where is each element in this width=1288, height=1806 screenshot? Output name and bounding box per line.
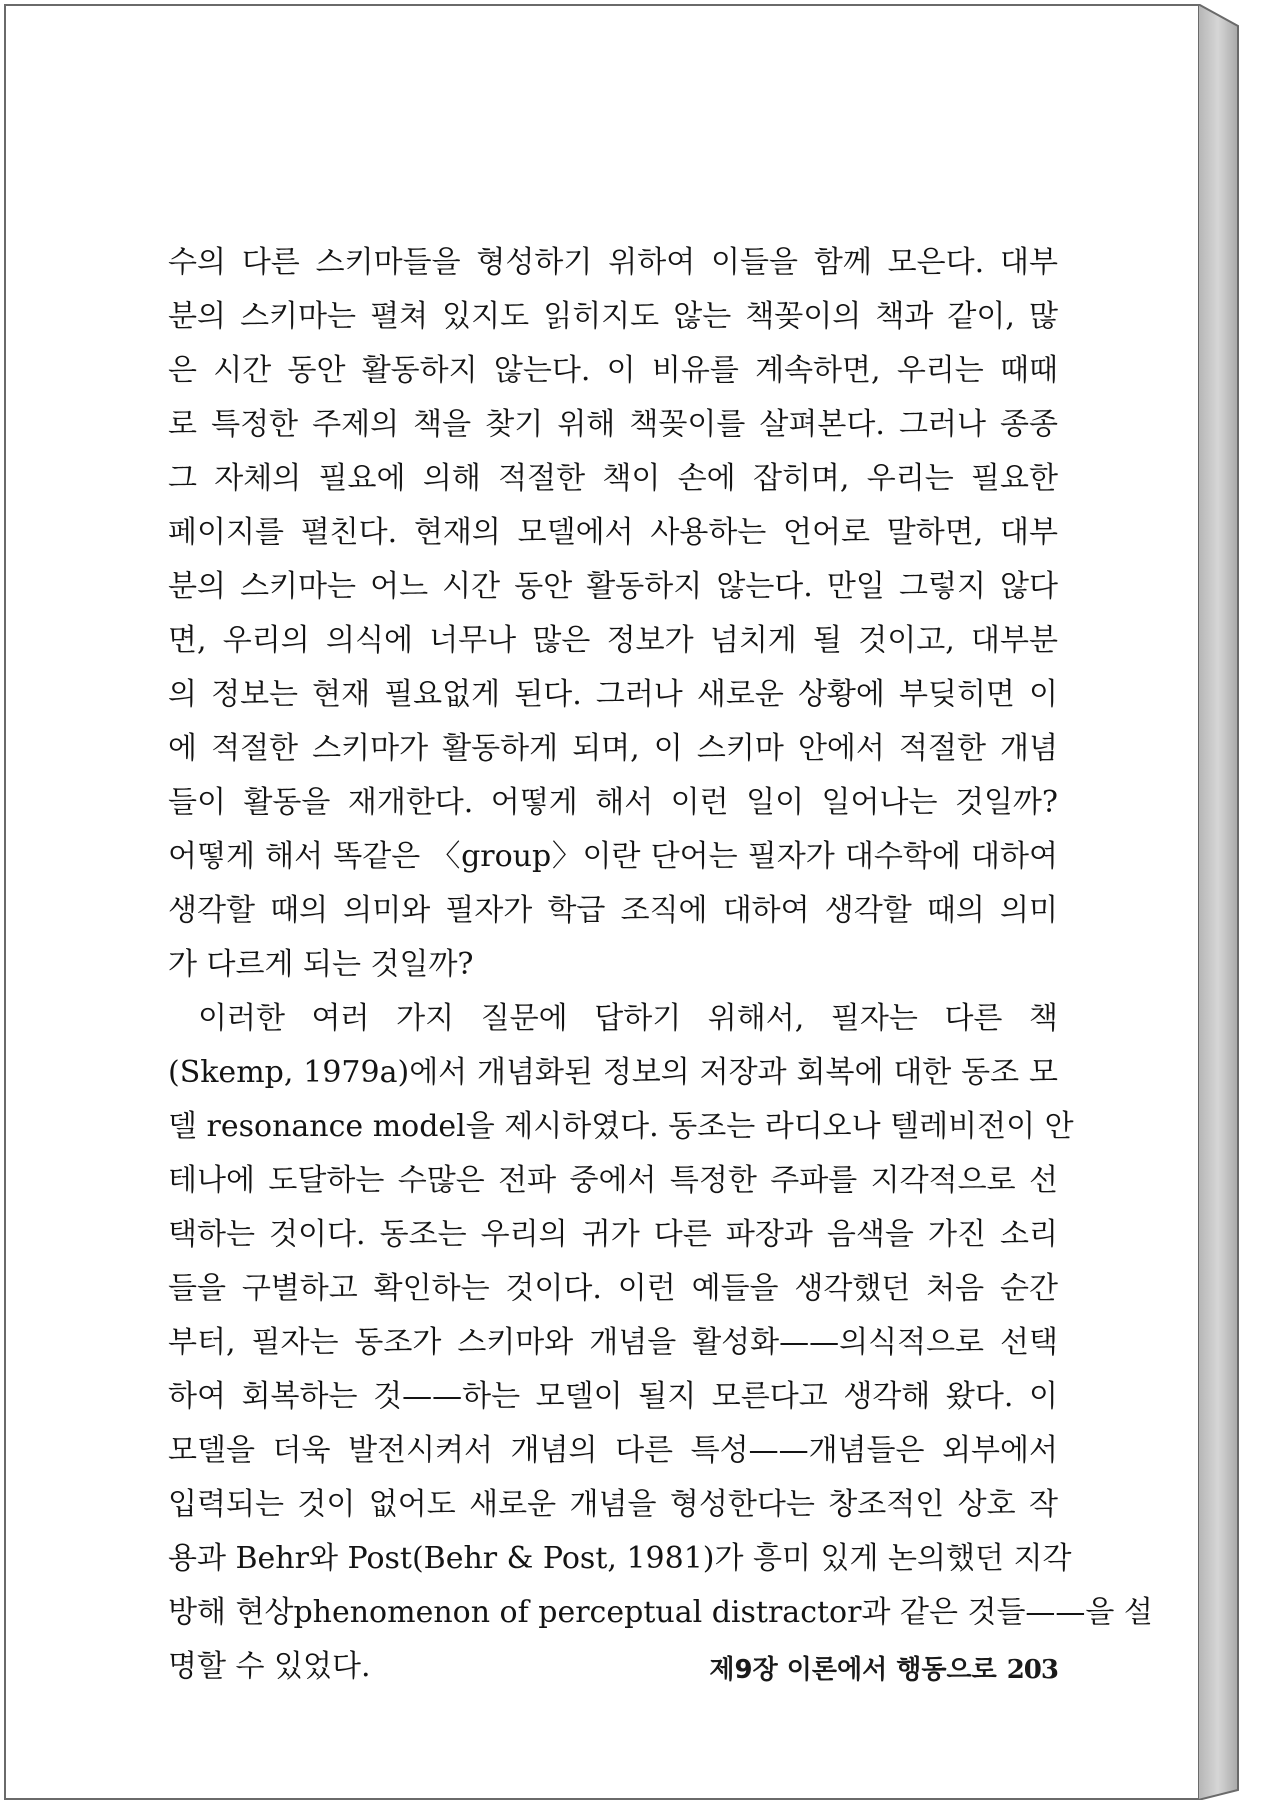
running-footer bbox=[686, 1648, 1058, 1692]
text-line: 수의 다른 스키마들을 형성하기 위하여 이들을 함께 모은다. 대부 bbox=[168, 245, 1058, 280]
text-line: 분의 스키마는 펼쳐 있지도 읽히지도 않는 책꽂이의 책과 같이, 많 bbox=[168, 299, 1058, 334]
text-line: 입력되는 것이 없어도 새로운 개념을 형성한다는 창조적인 상호 작 bbox=[168, 1487, 1058, 1522]
text-line: 부터, 필자는 동조가 스키마와 개념을 활성화——의식적으로 선택 bbox=[168, 1325, 1058, 1360]
text-line: 분의 스키마는 어느 시간 동안 활동하지 않는다. 만일 그렇지 않다 bbox=[168, 569, 1058, 604]
text-line: 용과 Behr와 Post(Behr & Post, 1981)가 흥미 있게 논의했던 지각 bbox=[168, 1541, 1072, 1576]
text-line: 그 자체의 필요에 의해 적절한 책이 손에 잡히며, 우리는 필요한 bbox=[168, 461, 1058, 496]
text-line: 들이 활동을 재개한다. 어떻게 해서 이런 일이 일어나는 것일까? bbox=[168, 785, 1058, 820]
body-text bbox=[168, 236, 1153, 1694]
text-line: 로 특정한 주제의 책을 찾기 위해 책꽂이를 살펴본다. 그러나 종종 bbox=[168, 407, 1058, 442]
text-line: 택하는 것이다. 동조는 우리의 귀가 다른 파장과 음색을 가진 소리 bbox=[168, 1217, 1058, 1252]
text-line: (Skemp, 1979a)에서 개념화된 정보의 저장과 회복에 대한 동조 모 bbox=[168, 1055, 1058, 1090]
text-line: 명할 수 있었다. bbox=[168, 1649, 371, 1684]
page-edge bbox=[1198, 4, 1244, 1800]
text-line: 하여 회복하는 것——하는 모델이 될지 모른다고 생각해 왔다. 이 bbox=[168, 1379, 1058, 1414]
text-line: 생각할 때의 의미와 필자가 학급 조직에 대하여 생각할 때의 의미 bbox=[168, 893, 1058, 928]
text-line: 들을 구별하고 확인하는 것이다. 이런 예들을 생각했던 처음 순간 bbox=[168, 1271, 1058, 1306]
text-line: 페이지를 펼친다. 현재의 모델에서 사용하는 언어로 말하면, 대부 bbox=[168, 515, 1058, 550]
text-line: 어떻게 해서 똑같은 〈group〉이란 단어는 필자가 대수학에 대하여 bbox=[168, 839, 1058, 874]
text-line: 델 resonance model을 제시하였다. 동조는 라디오나 텔레비전이 안 bbox=[168, 1109, 1074, 1144]
page-number: 203 bbox=[1006, 1655, 1058, 1685]
text-line: 이러한 여러 가지 질문에 답하기 위해서, 필자는 다른 책 bbox=[198, 1001, 1058, 1036]
text-line: 모델을 더욱 발전시켜서 개념의 다른 특성——개념들은 외부에서 bbox=[168, 1433, 1058, 1468]
text-line: 의 정보는 현재 필요없게 된다. 그러나 새로운 상황에 부딪히면 이 bbox=[168, 677, 1058, 712]
text-line: 테나에 도달하는 수많은 전파 중에서 특정한 주파를 지각적으로 선 bbox=[168, 1163, 1058, 1198]
chapter-title: 제9장 이론에서 행동으로 bbox=[709, 1655, 997, 1685]
text-line: 은 시간 동안 활동하지 않는다. 이 비유를 계속하면, 우리는 때때 bbox=[168, 353, 1058, 388]
text-line: 면, 우리의 의식에 너무나 많은 정보가 넘치게 될 것이고, 대부분 bbox=[168, 623, 1058, 658]
paragraph-2 bbox=[168, 992, 1153, 1694]
text-line: 가 다르게 되는 것일까? bbox=[168, 947, 474, 982]
paragraph-1 bbox=[168, 236, 1058, 992]
page-edge-graphic bbox=[1198, 4, 1244, 1800]
text-line: 에 적절한 스키마가 활동하게 되며, 이 스키마 안에서 적절한 개념 bbox=[168, 731, 1058, 766]
text-line: 방해 현상phenomenon of perceptual distractor과 같은 것들——을 설 bbox=[168, 1595, 1153, 1630]
